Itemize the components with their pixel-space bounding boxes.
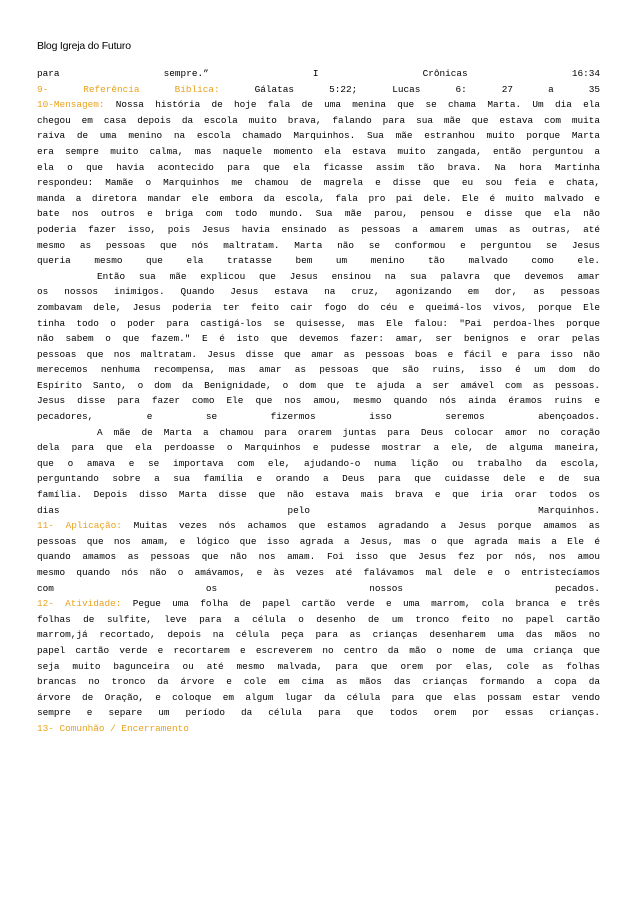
blog-header: Blog Igreja do Futuro [37, 40, 131, 52]
text-line: respondeu: Mamãe o Marquinhos me chamou de magrela e disse que eu sou feia e chata, [37, 177, 600, 189]
text-line: pessoas que nos maltratam. Jesus disse que amar as pessoas boas e fácil e para isso não [37, 348, 600, 360]
text-line: poderia fazer isso, pois Jesus havia ensinado as pessoas a amarem umas as outras, até [37, 223, 600, 235]
text-line: dela para que ela perdoasse o Marquinhos e pudesse mostrar a ele, de alguma maneira, [37, 442, 600, 454]
text-line: chegou em casa depois da escola muito brava, falando para sua mãe que estava com muita [37, 114, 600, 126]
text-span: Muitas vezes nós achamos que estamos agradando a Jesus porque amamos as [121, 520, 600, 532]
text-line: A mãe de Marta a chamou para orarem juntas para Deus colocar amor no coração [97, 426, 600, 438]
text-line: brancas no tronco da árvore e cole em cima as mãos das crianças formando a copa da [37, 676, 600, 688]
text-line: que o amava e se importava com ele, ajudando-o numa lição ou trabalho da escola, [37, 457, 600, 469]
text-line: merecemos nenhuma recompensa, mas amar as pessoas que são ruins, isso é um dom do [37, 364, 600, 376]
text-line [37, 596, 600, 612]
text-span: Nossa história de hoje fala de uma menina que se chama Marta. Um dia ela [104, 99, 600, 111]
text-line: Jesus disse para fazer como Ele que nos amou, mesmo quando nós ainda éramos ruins e [37, 395, 600, 407]
text-line: seja muito bagunceira ou até mesmo malvada, para que orem por elas, cole as folhas [37, 660, 600, 672]
text-span: Gálatas 5:22; Lucas 6: 27 a 35 [219, 83, 600, 95]
text-line: papel cartão verde e recortarem e escreverem no centro da mão o nome de uma criança que [37, 644, 600, 656]
text-line: folhas de sulfite, leve para a célula o desenho de um tronco feito no papel cartão [37, 613, 600, 625]
section-label-referencia: 9- Referência Bíblica: [37, 83, 220, 95]
text-line: queria mesmo que ela tratasse bem um menino tão malvado como ele. [37, 255, 600, 267]
text-line [37, 518, 600, 534]
text-line: dias pelo Marquinhos. [37, 504, 600, 516]
text-line: perguntando sobre a sua família e orando a Deus para que cuidasse dele e de sua [37, 473, 600, 485]
text-line: mesmo quando nós não o amávamos, e às vezes até falávamos mal dele e o entristecíamos [37, 567, 600, 578]
text-line: tinha todo o poder para castigá-los se quisesse, mas Ele falou: "Pai perdoa-lhes porque [37, 317, 600, 329]
text-line [37, 82, 600, 98]
text-line: família. Depois disso Marta disse que não estava mais brava e que iria orar todos os [37, 489, 600, 501]
text-line [37, 97, 600, 113]
text-line: ela o que havia acontecido para que ela ficasse assim tão brava. Na hora Martinha [37, 161, 600, 173]
text-line: zombavam dele, Jesus poderia ter feito cair fogo do céu e queimá-los vivos, porque Ele [37, 301, 600, 313]
text-line: mesmo as pessoas que nós maltratam. Marta não se conformou e perguntou se Jesus [37, 239, 600, 251]
text-line: pecadores, e se fizermos isso seremos abençoados. [37, 411, 600, 423]
text-line: sempre e separe um período da célula para que todos orem por essas crianças. [37, 707, 600, 719]
section-label-comunhao: 13- Comunhão / Encerramento [37, 722, 189, 734]
text-line: quando amamos as pessoas que não nos amam. Foi isso que Jesus fez por nós, nos amou [37, 551, 600, 563]
text-line: marrom,já recortado, depois na célula peça para as crianças desenharem uma das mãos no [37, 629, 600, 641]
text-line: raiva de uma menino na escola chamado Marquinhos. Sua mãe estranhou muito porque Marta [37, 130, 600, 142]
section-label-mensagem: 10-Mensagem: [37, 99, 105, 111]
text-line: Então sua mãe explicou que Jesus ensinou na sua palavra que devemos amar [97, 270, 600, 282]
section-label-atividade: 12- Atividade: [37, 598, 122, 610]
text-span: Pegue uma folha de papel cartão verde e uma marrom, cola branca e três [121, 598, 600, 610]
text-line: manda a diretora mandar ele embora da escola, fala pro pai dele. Ele é muito malvado e [37, 192, 600, 204]
section-label-aplicacao: 11- Aplicação: [37, 520, 122, 532]
text-line: era sempre muito calma, mas naquele momento ela estava muito zangada, então perguntou a [37, 145, 600, 157]
text-line: os nossos inimigos. Quando Jesus estava na cruz, agonizando em dor, as pessoas [37, 286, 600, 298]
text-line: não sabem o que fazem." E é isto que devemos fazer: amar, ser benignos e orar pelas [37, 333, 600, 345]
lesson-body [37, 66, 600, 737]
text-line: árvore de Oração, e coloque em algum lugar da célula para que elas possam estar vendo [37, 691, 600, 703]
text-line: bate nos outros e briga com todo mundo. Sua mãe parou, pensou e disse que ela não [37, 208, 600, 220]
text-line: para sempre.” I Crônicas 16:34 [37, 68, 600, 79]
text-line: com os nossos pecados. [37, 582, 600, 594]
text-line: pessoas que nos amam, e lógico que isso agrada a Jesus, mas o que agrada mais a Ele é [37, 535, 600, 547]
text-line: Espírito Santo, o dom da Benignidade, o dom que te ajuda a ser amável com as pessoas. [37, 379, 600, 391]
text-line [37, 721, 600, 737]
